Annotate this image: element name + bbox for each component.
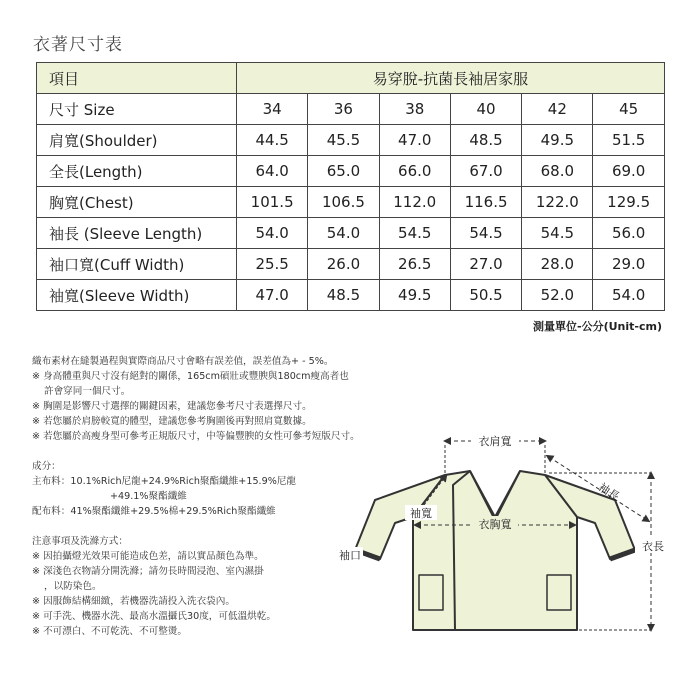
care-line: ，以防染色。 [44,581,102,592]
composition-main-line2: +49.1%聚酯纖維 [110,491,187,502]
note-line: ※ 胸圍是影響尺寸選擇的關鍵因素，建議您參考尺寸表選擇尺寸。 [32,401,312,412]
row-value: 34 [237,94,308,125]
row-value: 36 [308,94,379,125]
table-row [37,280,665,311]
row-value: 51.5 [593,125,664,156]
composition-trim-label: 配布料： [32,506,71,517]
table-header-row [37,63,665,94]
row-value: 56.0 [593,218,664,249]
row-value: 54.0 [593,280,664,311]
row-value: 54.0 [308,218,379,249]
row-value: 52.0 [522,280,593,311]
table-row [37,156,665,187]
row-value: 28.0 [522,249,593,280]
row-value: 54.5 [450,218,521,249]
row-value: 101.5 [237,187,308,218]
row-value: 48.5 [308,280,379,311]
composition-main-line1: 10.1%Rich尼龍+24.9%Rich聚酯纖維+15.9%尼龍 [70,476,297,487]
row-value: 54.5 [522,218,593,249]
table-row [37,218,665,249]
row-value: 66.0 [379,156,450,187]
row-value: 27.0 [450,249,521,280]
row-value: 42 [522,94,593,125]
note-line: ※ 若您屬於高瘦身型可參考正規版尺寸，中等偏豐腴的女性可參考短版尺寸。 [32,431,360,442]
row-value: 112.0 [379,187,450,218]
row-value: 67.0 [450,156,521,187]
row-value: 49.5 [522,125,593,156]
row-value: 68.0 [522,156,593,187]
row-value: 26.0 [308,249,379,280]
row-value: 47.0 [379,125,450,156]
table-row [37,125,665,156]
note-line: ※ 身高體重與尺寸沒有絕對的關係，165cm碩壯或豐腴與180cm瘦高者也 [32,371,349,382]
sleeve-width-label: 袖寬 [410,507,432,520]
row-label: 全長(Length) [37,156,237,187]
row-value: 65.0 [308,156,379,187]
row-label: 袖寬(Sleeve Width) [37,280,237,311]
note-line: ※ 若您屬於肩膀較寬的體型，建議您參考胸圍後再對照肩寬數據。 [32,416,312,427]
row-value: 69.0 [593,156,664,187]
row-value: 54.5 [379,218,450,249]
table-row [37,94,665,125]
care-heading: 注意事項及洗滌方式： [32,536,128,547]
care-line: ※ 因拍攝燈光效果可能造成色差，請以實品顏色為準。 [32,551,264,562]
note-line: 許會穿同一個尺寸。 [44,386,131,397]
header-item-label: 項目 [37,63,237,94]
table-row [37,187,665,218]
composition-heading: 成分： [32,461,61,472]
row-value: 40 [450,94,521,125]
row-label: 肩寬(Shoulder) [37,125,237,156]
row-value: 38 [379,94,450,125]
row-value: 122.0 [522,187,593,218]
sleeve-length-label: 袖長 [596,480,622,504]
row-value: 29.0 [593,249,664,280]
shoulder-label: 衣肩寬 [478,435,512,448]
row-value: 54.0 [237,218,308,249]
row-label: 袖長 (Sleeve Length) [37,218,237,249]
cuff-label: 袖口 [339,549,361,562]
row-value: 129.5 [593,187,664,218]
size-table [36,62,665,311]
garment-shape-icon [355,471,635,630]
row-value: 45 [593,94,664,125]
row-value: 64.0 [237,156,308,187]
garment-measurement-diagram [335,425,675,645]
row-value: 26.5 [379,249,450,280]
care-line: ※ 因服飾結構細緻，若機器洗請投入洗衣袋內。 [32,596,235,607]
row-value: 116.5 [450,187,521,218]
row-label: 尺寸 Size [37,94,237,125]
body-shape [413,471,577,630]
note-line: 織布素材在縫製過程與實際商品尺寸會略有誤差值，誤差值為+ - 5%。 [32,356,334,367]
row-value: 106.5 [308,187,379,218]
row-value: 25.5 [237,249,308,280]
header-product-name: 易穿脫-抗菌長袖居家服 [237,63,665,94]
row-value: 48.5 [450,125,521,156]
row-value: 47.0 [237,280,308,311]
chest-label: 衣胸寬 [478,518,512,531]
care-line: ※ 可手洗、機器水洗、最高水溫攝氏30度，可低溫烘乾。 [32,611,276,622]
row-value: 50.5 [450,280,521,311]
row-value: 45.5 [308,125,379,156]
row-label: 袖口寬(Cuff Width) [37,249,237,280]
row-label: 胸寬(Chest) [37,187,237,218]
unit-note: 測量單位-公分(Unit-cm) [533,320,662,333]
composition-main-label: 主布料： [32,476,71,487]
composition-trim-line: 41%聚酯纖維+29.5%棉+29.5%Rich聚酯纖維 [70,506,276,517]
care-line: ※ 深淺色衣物請分開洗滌；請勿長時間浸泡、室內濕掛 [32,566,264,577]
table-row [37,249,665,280]
page-title: 衣著尺寸表 [33,35,123,55]
care-line: ※ 不可漂白、不可乾洗、不可整燙。 [32,626,187,637]
length-label: 衣長 [642,540,664,553]
row-value: 44.5 [237,125,308,156]
row-value: 49.5 [379,280,450,311]
